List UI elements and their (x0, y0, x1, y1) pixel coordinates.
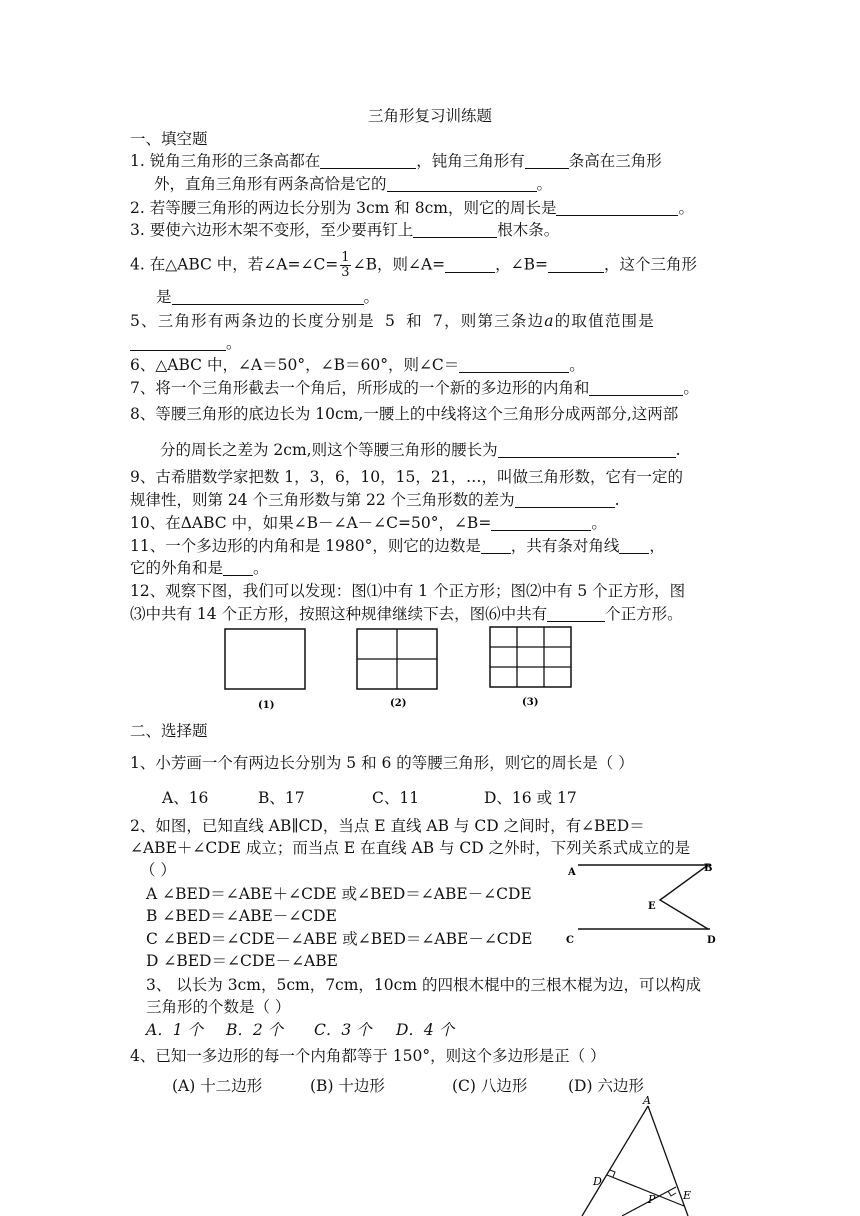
question-text: 3. 要使六边形木架不变形，至少要再钉上 (130, 221, 414, 239)
choice-question-3-line-1: 3、 以长为 3cm，5cm，7cm，10cm 的四根木棍中的三根木棍为边，可以构成 (146, 976, 701, 994)
question-text: 个正方形。 (605, 605, 683, 623)
label-b: B (704, 863, 713, 874)
choice-question-2-line-3: （ ） (140, 861, 176, 879)
question-4-line-1 (130, 251, 697, 280)
question-text: ，∠B= (495, 255, 548, 274)
choice-3-option-a[interactable]: A．1 个 (146, 1021, 203, 1039)
question-text: 。 (683, 379, 699, 397)
choice-1-option-b[interactable]: B、17 (258, 789, 305, 807)
choice-4-option-b[interactable]: (B) 十边形 (310, 1077, 385, 1095)
question-1-line-2 (154, 174, 552, 194)
question-12-line-2 (130, 604, 683, 624)
choice-1-option-a[interactable]: A、16 (162, 789, 209, 807)
question-4-line-2 (156, 287, 379, 307)
question-text: 1. 锐角三角形的三条高都在 (130, 152, 321, 170)
answer-blank[interactable] (481, 537, 511, 554)
label-d: D (707, 935, 716, 946)
answer-blank[interactable] (525, 152, 569, 169)
question-text: 根木条。 (497, 221, 560, 239)
question-11-line-1 (130, 536, 665, 556)
question-text: 。 (569, 356, 585, 374)
figure-3-squares (490, 627, 571, 687)
question-text: 5、三角形有两条边的长度分别是 5 和 7，则第三条边 (130, 312, 545, 330)
answer-blank[interactable] (223, 559, 253, 576)
choice-2-option-b[interactable]: B ∠BED＝∠ABE－∠CDE (146, 907, 337, 925)
label-e: E (648, 901, 656, 912)
choice-2-option-c[interactable]: C ∠BED＝∠CDE－∠ABE 或∠BED＝∠ABE－∠CDE (146, 930, 533, 948)
answer-blank[interactable] (589, 379, 683, 396)
question-text: ，这个三角形 (604, 255, 698, 274)
choice-question-3-line-2: 三角形的个数是（ ） (146, 998, 291, 1016)
question-text: 分的周长之差为 2cm,则这个等腰三角形的腰长为 (160, 441, 498, 459)
fraction-denominator: 3 (341, 265, 350, 280)
question-text: ，钝角三角形有 (416, 152, 525, 170)
question-3 (130, 220, 559, 240)
choice-3-option-d[interactable]: D．4 个 (396, 1021, 455, 1039)
question-text: 的取值范围是 (554, 312, 655, 330)
choice-2-option-a[interactable]: A ∠BED＝∠ABE＋∠CDE 或∠BED＝∠ABE－∠CDE (146, 885, 532, 903)
choice-3-option-b[interactable]: B．2 个 (226, 1021, 284, 1039)
segment-from-d (607, 1175, 684, 1206)
question-text: ， (649, 537, 665, 555)
question-5-line-2 (130, 333, 242, 353)
section-heading-choice: 二、选择题 (130, 722, 208, 740)
choice-4-option-d[interactable]: (D) 六边形 (568, 1077, 644, 1095)
square-pattern-figures (220, 626, 590, 710)
choice-4-option-c[interactable]: (C) 八边形 (452, 1077, 528, 1095)
side-ab (582, 1106, 648, 1216)
answer-blank[interactable] (547, 605, 605, 622)
answer-blank[interactable] (445, 256, 495, 273)
question-text: 11、一个多边形的内角和是 1980°，则它的边数是 (130, 537, 481, 555)
label-p: P (648, 1193, 656, 1206)
parallel-lines-figure (560, 860, 730, 946)
figure-1-squares (225, 629, 305, 689)
answer-blank[interactable] (459, 356, 569, 373)
question-text: 。 (536, 175, 553, 193)
question-text: . (675, 441, 681, 459)
question-text: ⑶中共有 14 个正方形，按照这种规律继续下去，图⑹中共有 (130, 605, 548, 623)
label-e: E (683, 1189, 692, 1202)
answer-blank[interactable] (130, 334, 226, 351)
label-a: A (643, 1094, 651, 1107)
figure-3-caption: (3) (522, 697, 539, 708)
figure-1-caption: (1) (258, 700, 275, 711)
answer-blank[interactable] (172, 288, 364, 305)
question-text: 。 (678, 199, 694, 217)
answer-blank[interactable] (498, 441, 676, 458)
question-text: 。 (226, 334, 242, 352)
question-text: ，共有条对角线 (510, 537, 620, 555)
choice-question-2-line-2: ∠ABE＋∠CDE 成立；而当点 E 在直线 AB 与 CD 之外时，下列关系式成立的是 (130, 839, 691, 857)
answer-blank[interactable] (619, 537, 649, 554)
question-8-line-2 (160, 440, 681, 460)
choice-question-4: 4、已知一多边形的每一个内角都等于 150°，则这个多边形是正（ ） (130, 1047, 606, 1065)
label-c: C (566, 935, 574, 946)
question-text: 是 (156, 288, 172, 306)
question-12-line-1: 12、观察下图，我们可以发现：图⑴中有 1 个正方形；图⑵中有 5 个正方形，图 (130, 582, 686, 600)
answer-blank[interactable] (515, 491, 615, 508)
label-a: A (568, 867, 576, 878)
question-text: ∠B，则∠A= (352, 255, 446, 274)
question-text: 规律性，则第 24 个三角形数与第 22 个三角形数的差为 (130, 491, 515, 509)
question-text: 。 (363, 288, 380, 306)
question-text: 7、将一个三角形截去一个角后，所形成的一个新的多边形的内角和 (130, 379, 590, 397)
question-text: . (614, 491, 620, 509)
triangle-figure (580, 1092, 710, 1216)
question-text: 4. 在△ABC 中，若∠A=∠C= (130, 255, 339, 274)
section-heading-fill-in: 一、填空题 (130, 130, 208, 148)
fraction-numerator: 1 (341, 250, 350, 265)
choice-question-2-line-1: 2、如图，已知直线 AB∥CD，当点 E 直线 AB 与 CD 之间时，有∠BED＝ (130, 817, 645, 835)
question-11-line-2 (130, 558, 269, 578)
fraction (340, 251, 350, 280)
question-text: 外，直角三角形有两条高恰是它的 (154, 175, 387, 193)
question-text: 2. 若等腰三角形的两边长分别为 3cm 和 8cm，则它的周长是 (130, 199, 557, 217)
answer-blank[interactable] (320, 152, 416, 169)
choice-4-option-a[interactable]: (A) 十二边形 (172, 1077, 263, 1095)
broken-line-bed (660, 865, 708, 929)
label-d: D (593, 1175, 602, 1188)
question-text: 6、△ABC 中，∠A＝50°，∠B＝60°，则∠C＝ (130, 356, 460, 374)
question-text: 。 (253, 559, 269, 577)
answer-blank[interactable] (387, 175, 537, 192)
question-text: 。 (591, 514, 607, 532)
question-8-line-1: 8、等腰三角形的底边长为 10cm,一腰上的中线将这个三角形分成两部分,这两部 (130, 405, 679, 423)
choice-1-option-d[interactable]: D、16 或 17 (484, 789, 577, 807)
question-7 (130, 378, 699, 398)
question-5-line-1 (130, 311, 655, 331)
question-6 (130, 355, 585, 375)
answer-blank[interactable] (413, 221, 497, 238)
figure-2-caption: (2) (390, 698, 407, 709)
figure-2-squares (357, 629, 437, 689)
choice-question-1: 1、小芳画一个有两边长分别为 5 和 6 的等腰三角形，则它的周长是（ ） (130, 754, 634, 772)
answer-blank[interactable] (491, 514, 591, 531)
question-9-line-1: 9、古希腊数学家把数 1，3，6，10，15，21，…，叫做三角形数，它有一定的 (130, 468, 684, 486)
page-title: 三角形复习训练题 (367, 107, 492, 125)
answer-blank[interactable] (556, 199, 678, 216)
choice-1-option-c[interactable]: C、11 (372, 789, 420, 807)
choice-2-option-d[interactable]: D ∠BED＝∠CDE－∠ABE (146, 952, 338, 970)
question-1-line-1 (130, 151, 662, 171)
variable-a: a (544, 312, 555, 330)
question-text: 条高在三角形 (568, 152, 662, 170)
question-2 (130, 198, 694, 218)
choice-3-option-c[interactable]: C．3 个 (314, 1021, 372, 1039)
right-angle-mark-e (668, 1191, 676, 1196)
answer-blank[interactable] (548, 256, 604, 273)
question-text: 10、在ΔABC 中，如果∠B－∠A－∠C=50°，∠B= (130, 514, 492, 532)
question-10 (130, 513, 607, 533)
question-9-line-2 (130, 490, 620, 510)
question-text: 它的外角和是 (130, 559, 224, 577)
